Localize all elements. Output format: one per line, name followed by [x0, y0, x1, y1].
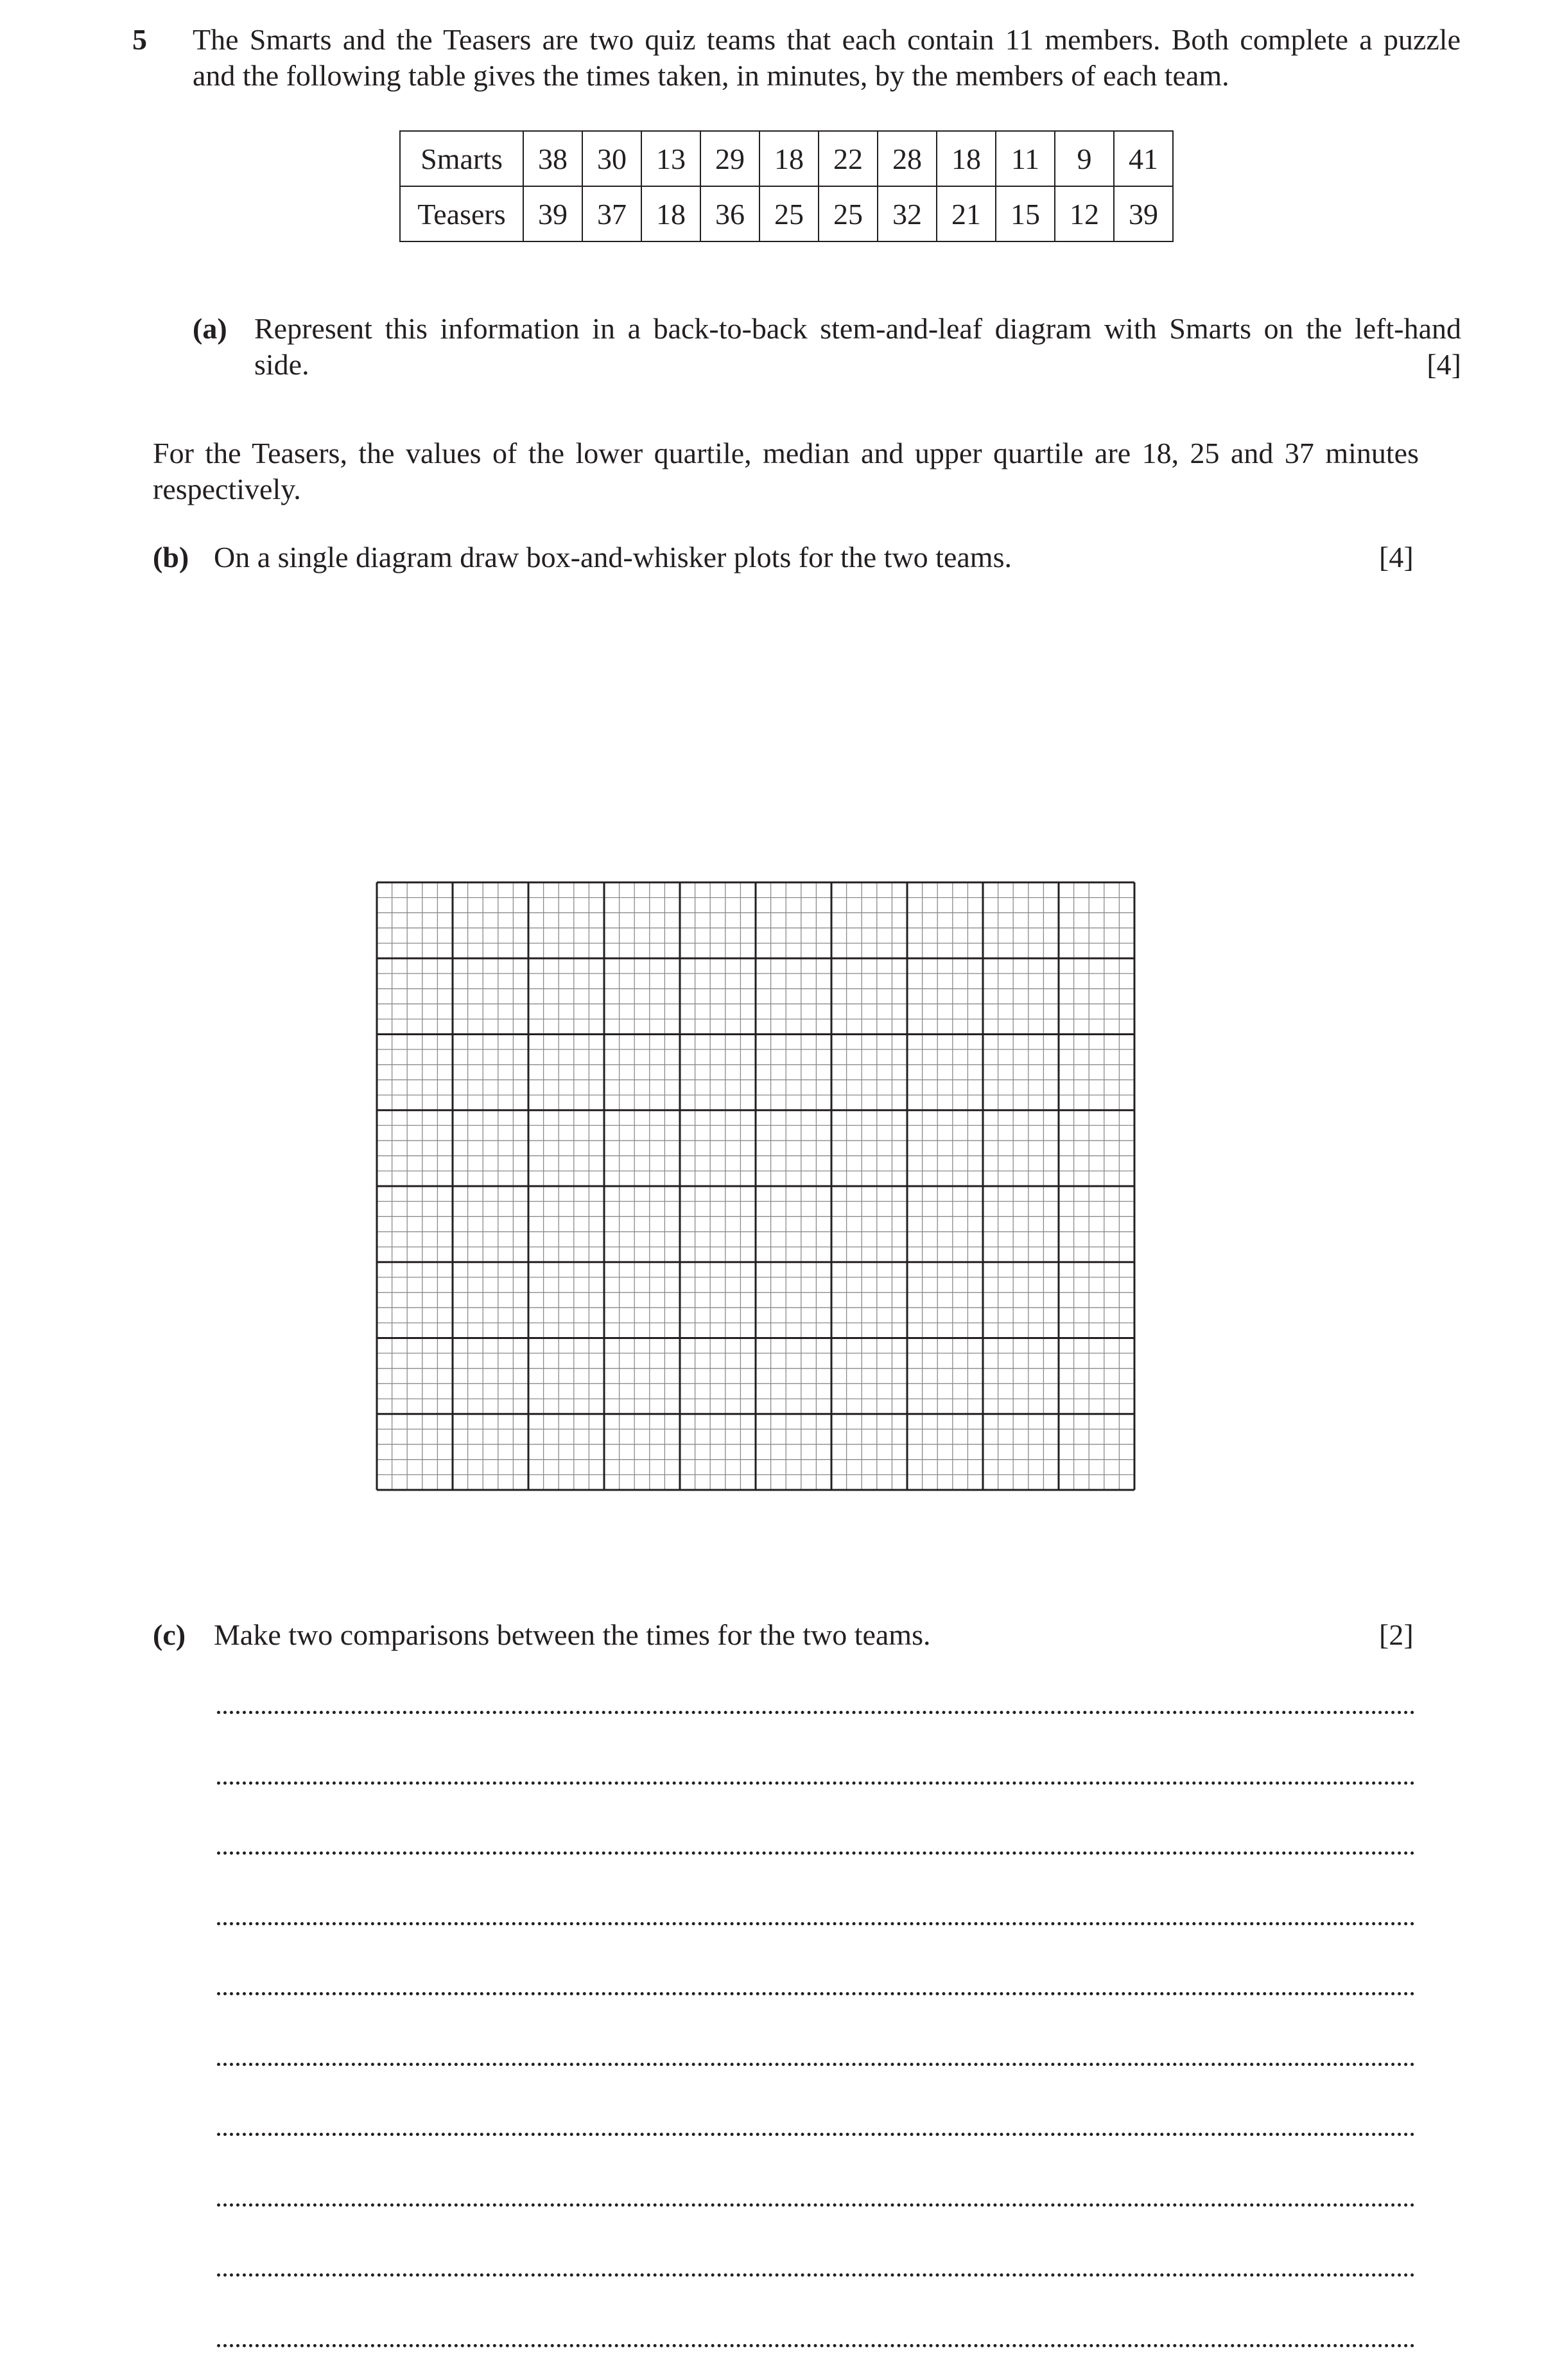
table-cell: 29: [700, 131, 759, 186]
answer-line[interactable]: [217, 1711, 1415, 1714]
part-b-marks: [4]: [1379, 541, 1414, 573]
part-a-line-1: Represent this information in a back-to-back stem-and-leaf diagram with Smarts on the left-hand: [254, 312, 1461, 345]
part-c-label: (c): [153, 1618, 186, 1651]
teasers-quartiles-text: [153, 435, 1419, 507]
table-cell: 38: [523, 131, 582, 186]
part-a-line-2: side.: [254, 348, 309, 381]
part-b-label: (b): [153, 541, 189, 573]
table-row-label: Teasers: [400, 186, 523, 241]
table-cell: 18: [759, 131, 819, 186]
intro-line-1: The Smarts and the Teasers are two quiz teams that each contain 11 members. Both complete a puzzle: [193, 23, 1461, 56]
answer-line[interactable]: [217, 2273, 1415, 2277]
table-cell: 32: [878, 186, 937, 241]
table-cell: 13: [641, 131, 700, 186]
table-cell: 37: [582, 186, 641, 241]
teasers-line-1: For the Teasers, the values of the lower quartile, median and upper quartile are 18, 25 and 37 minutes: [153, 437, 1419, 469]
answer-line[interactable]: [217, 2203, 1415, 2207]
answer-line[interactable]: [217, 2133, 1415, 2136]
table-cell: 25: [819, 186, 878, 241]
answer-line[interactable]: [217, 2344, 1415, 2347]
part-c-marks: [2]: [1379, 1618, 1414, 1651]
table-cell: 15: [996, 186, 1055, 241]
table-cell: 36: [700, 186, 759, 241]
answer-line[interactable]: [217, 1992, 1415, 1995]
table-row: [400, 131, 1173, 186]
intro-line-2: and the following table gives the times taken, in minutes, by the members of each team.: [193, 59, 1229, 92]
table-cell: 41: [1114, 131, 1173, 186]
part-a-text: [254, 311, 1461, 383]
table-cell: 18: [641, 186, 700, 241]
table-cell: 30: [582, 131, 641, 186]
part-b-text: On a single diagram draw box-and-whisker plots for the two teams.: [214, 541, 1012, 573]
table-cell: 11: [996, 131, 1055, 186]
table-row-label: Smarts: [400, 131, 523, 186]
table-cell: 39: [1114, 186, 1173, 241]
question-intro: [193, 22, 1461, 94]
answer-line[interactable]: [217, 1851, 1415, 1855]
table-row: [400, 186, 1173, 241]
table-cell: 12: [1055, 186, 1114, 241]
part-a-marks: [4]: [1427, 348, 1461, 381]
table-cell: 22: [819, 131, 878, 186]
answer-line[interactable]: [217, 2063, 1415, 2066]
table-cell: 28: [878, 131, 937, 186]
table-cell: 18: [937, 131, 996, 186]
question-number: 5: [132, 23, 147, 56]
part-c-text: Make two comparisons between the times for the two teams.: [214, 1618, 931, 1651]
table-cell: 9: [1055, 131, 1114, 186]
table-cell: 39: [523, 186, 582, 241]
table-cell: 21: [937, 186, 996, 241]
teasers-line-2: respectively.: [153, 473, 301, 505]
answer-line[interactable]: [217, 1922, 1415, 1925]
times-table: [399, 130, 1174, 242]
graph-paper[interactable]: [376, 881, 1136, 1491]
part-a-label: (a): [193, 312, 227, 345]
table-cell: 25: [759, 186, 819, 241]
answer-line[interactable]: [217, 1781, 1415, 1785]
